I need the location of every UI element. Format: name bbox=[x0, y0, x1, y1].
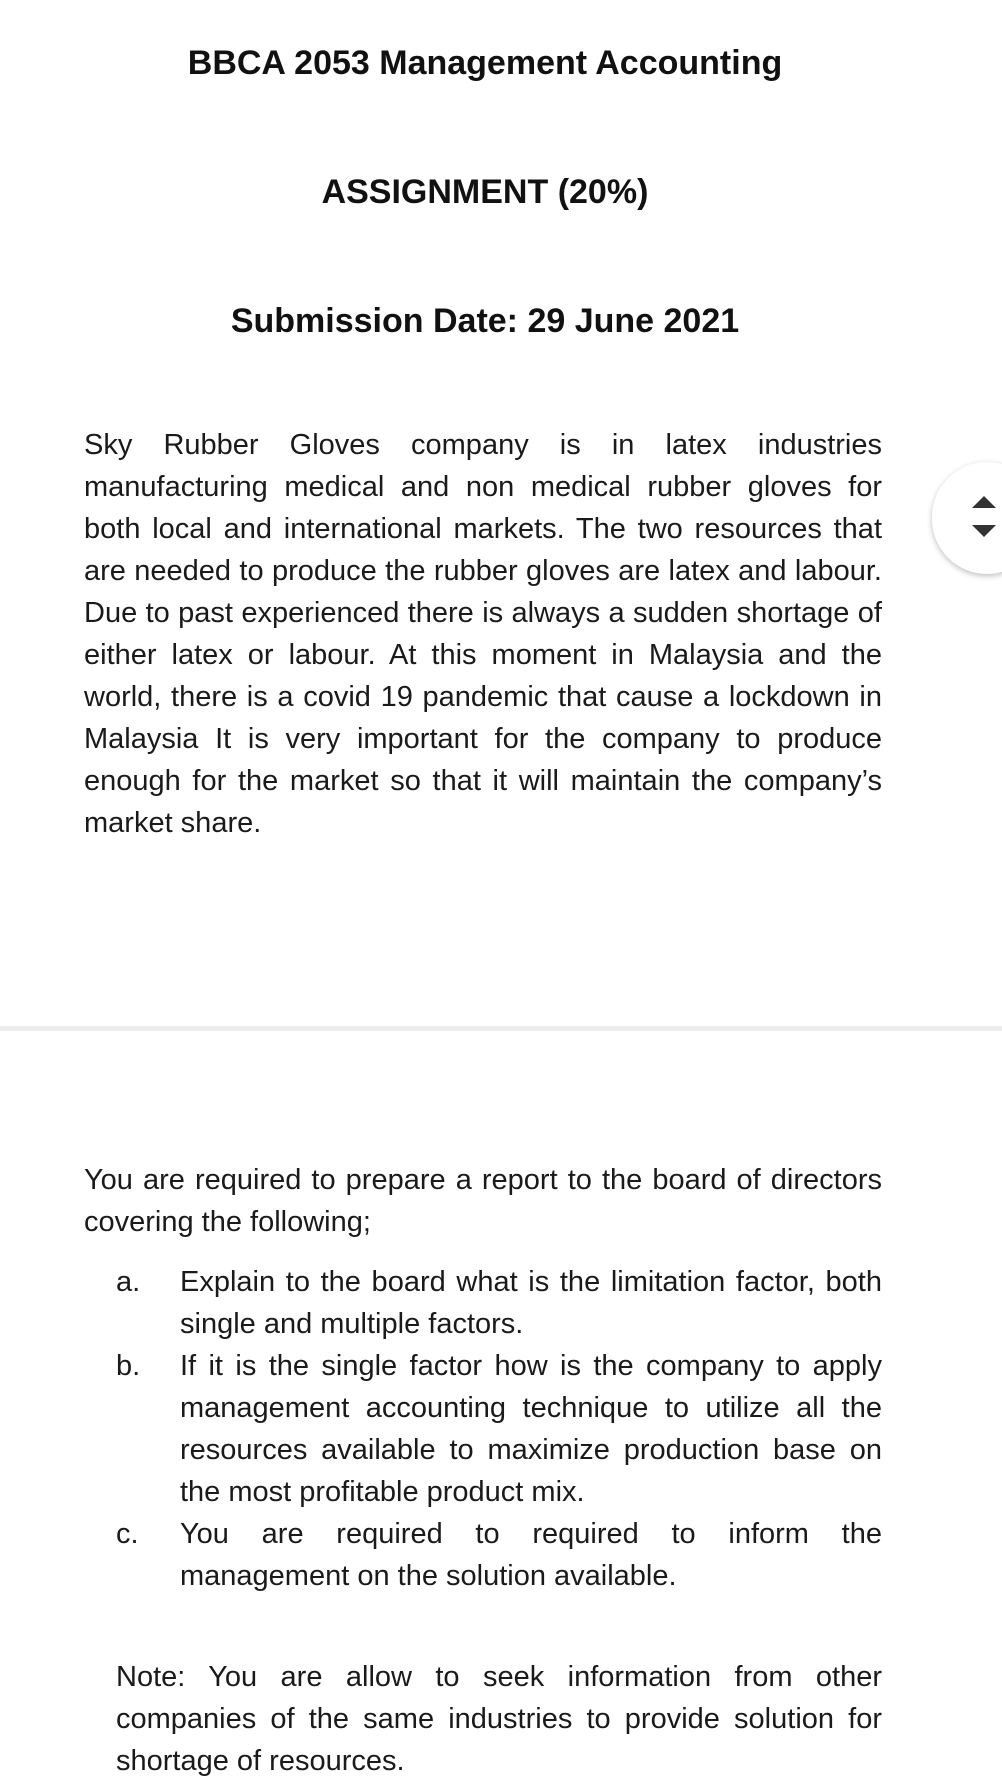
list-item bbox=[84, 1261, 882, 1345]
list-marker: c. bbox=[116, 1518, 139, 1550]
course-title: BBCA 2053 Management Accounting bbox=[187, 44, 783, 82]
list-item-text: If it is the single factor how is the company to apply management accounting technique to utilize all the resources available to maximize production base on the most profitable product mix. bbox=[180, 1350, 882, 1508]
assignment-title: ASSIGNMENT (20%) bbox=[321, 173, 649, 211]
list-marker: a. bbox=[116, 1266, 141, 1298]
scroll-handle[interactable] bbox=[932, 462, 1002, 574]
down-arrow-icon bbox=[972, 525, 996, 537]
submission-date: Submission Date: 29 June 2021 bbox=[230, 302, 740, 340]
requirement-intro: You are required to prepare a report to the board of directors covering the following; bbox=[84, 1164, 882, 1238]
note-paragraph: Note: You are allow to seek information from other companies of the same industries to provide solution for shortage of resources. bbox=[116, 1661, 882, 1777]
list-item bbox=[84, 1513, 882, 1597]
up-arrow-icon bbox=[972, 496, 996, 508]
requirements-list bbox=[84, 1261, 882, 1597]
list-item-text: You are required to required to inform the management on the solution available. bbox=[180, 1518, 882, 1592]
list-item bbox=[84, 1345, 882, 1513]
intro-paragraph: Sky Rubber Gloves company is in latex industries manufacturing medical and non medical rubber gloves for both local and international markets. The two resources that are needed to produce the rubber gloves are latex and labour. Due to past experienced there is always a sudden shortage of either latex or labour. At this moment in Malaysia and the world, there is a covid 19 pandemic that cause a lockdown in Malaysia It is very important for the company to produce enough for the market so that it will maintain the company’s market share. bbox=[84, 429, 882, 839]
list-marker: b. bbox=[116, 1350, 141, 1382]
list-item-text: Explain to the board what is the limitation factor, both single and multiple factors. bbox=[180, 1266, 882, 1340]
page-divider bbox=[0, 1026, 1002, 1031]
